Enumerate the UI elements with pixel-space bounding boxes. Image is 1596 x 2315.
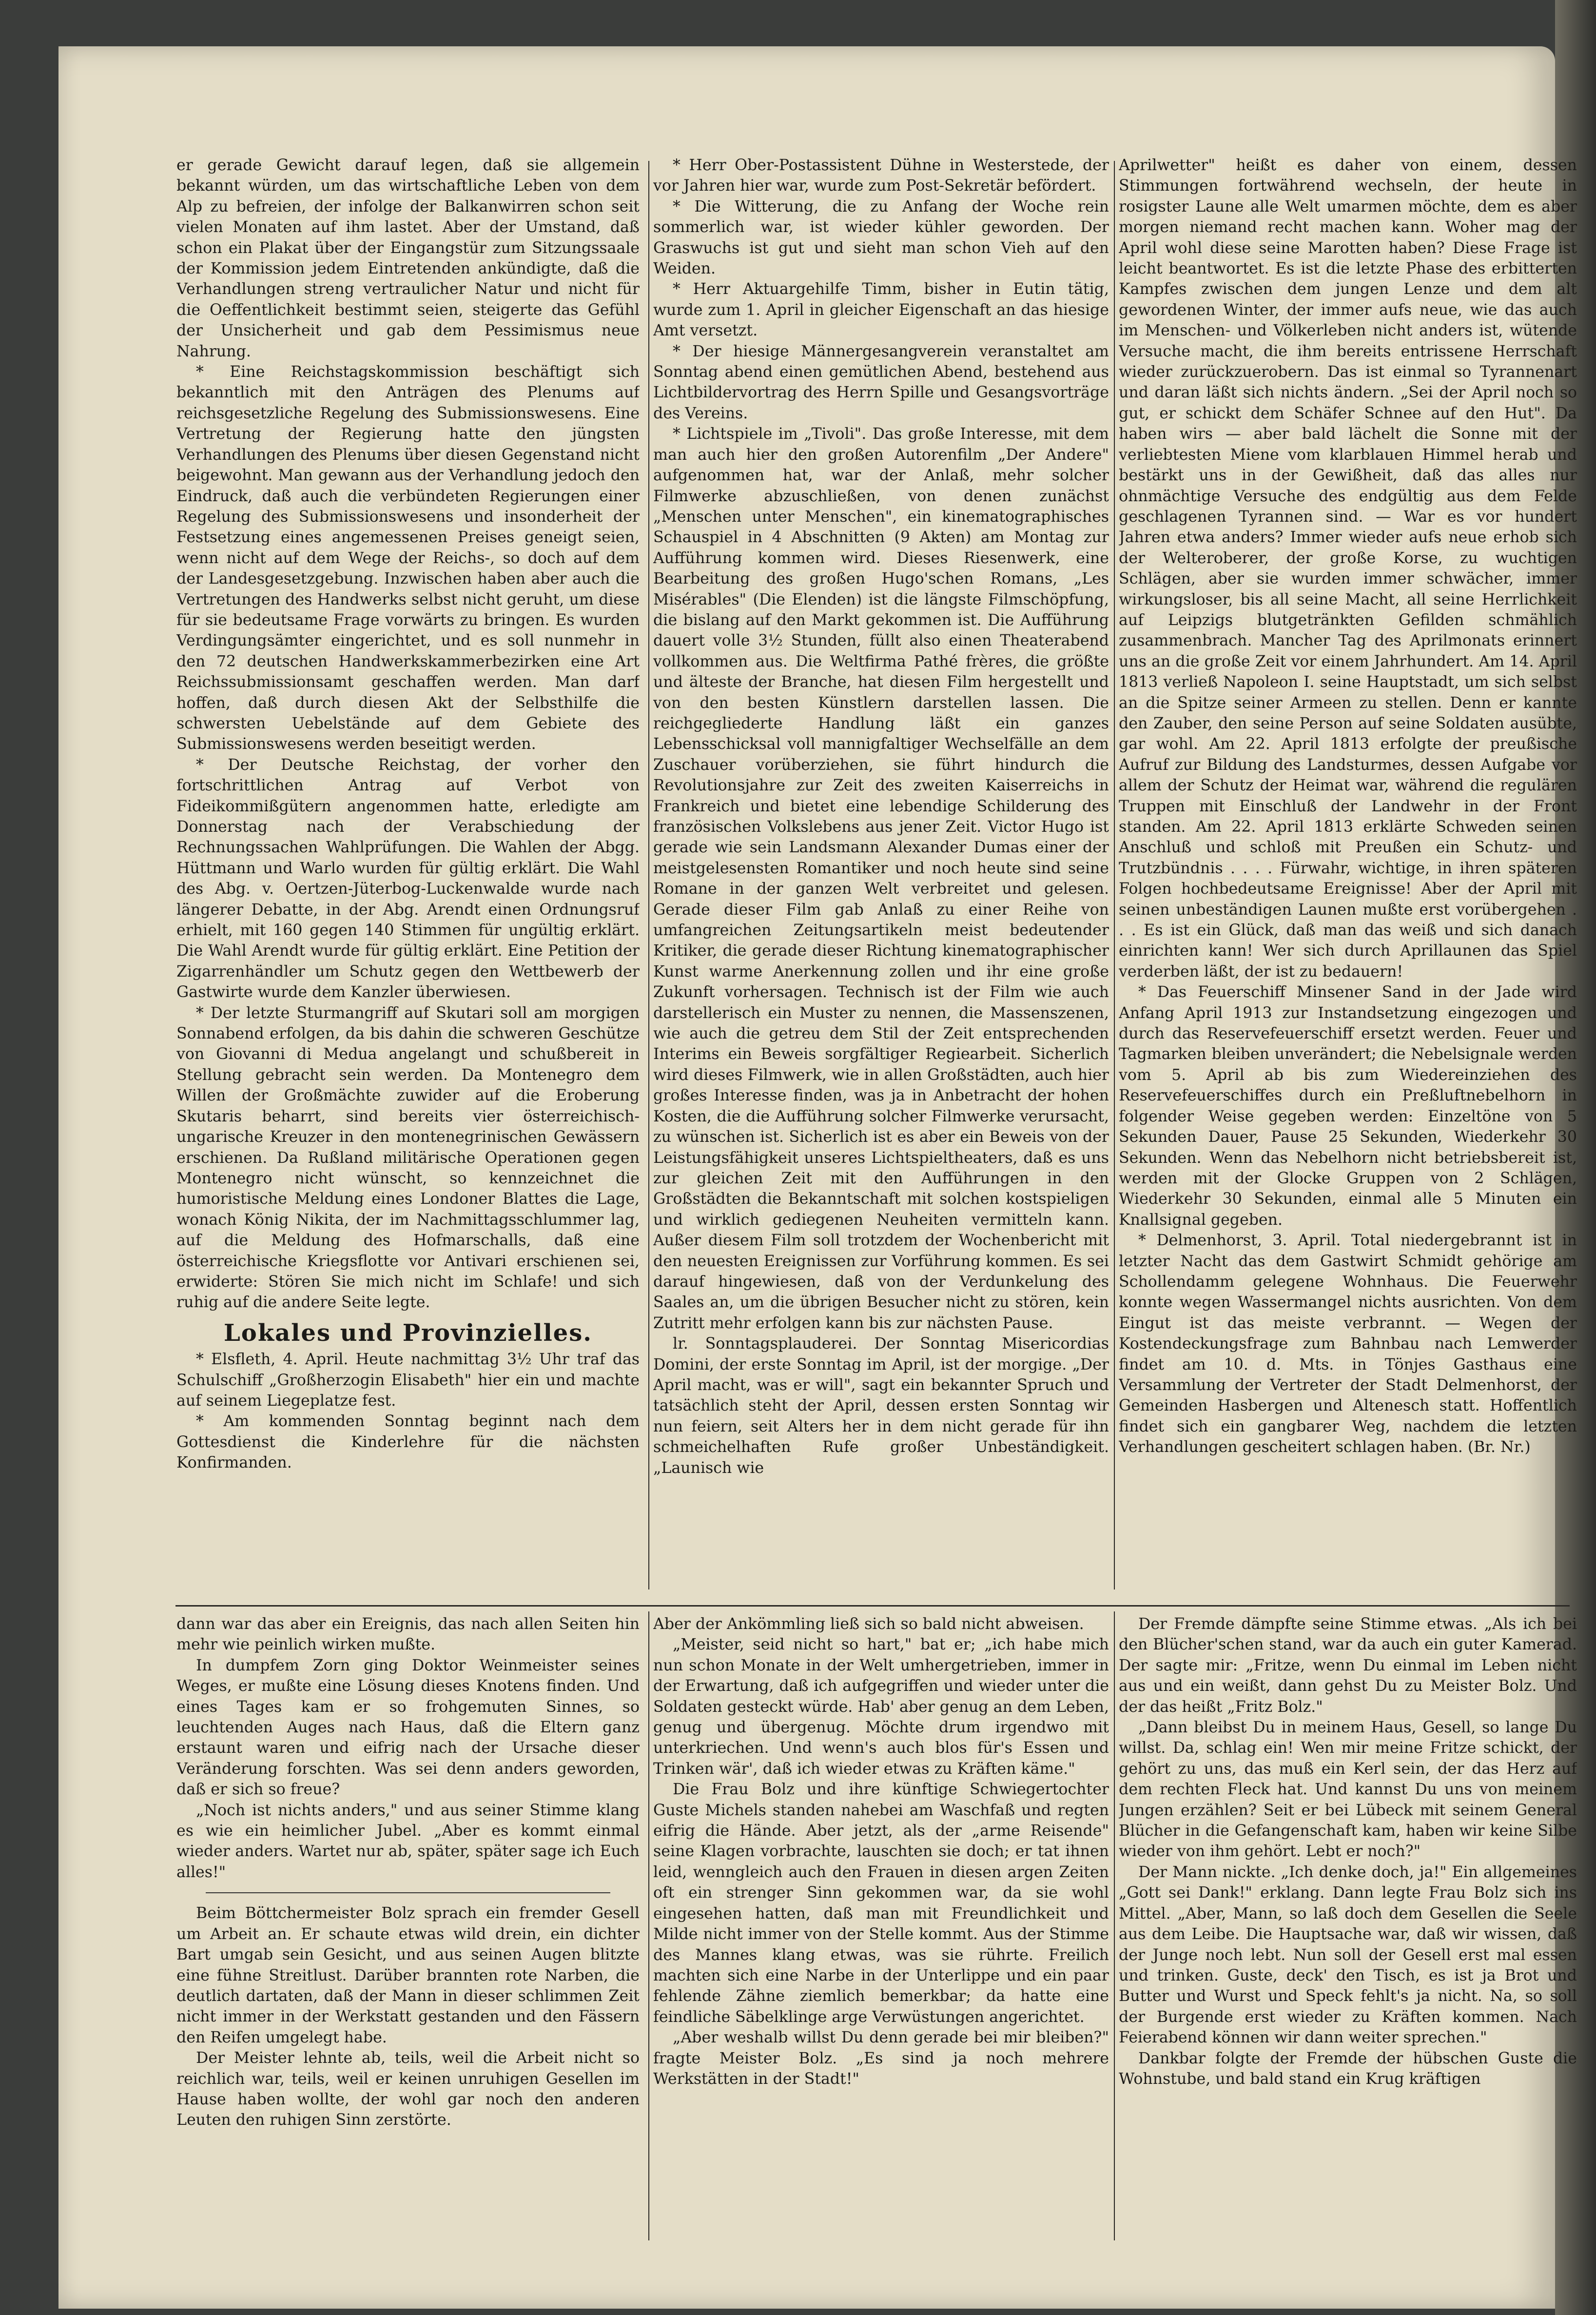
- story-paragraph: Beim Böttchermeister Bolz sprach ein fremder Gesell um Arbeit an. Er schaute etwas wild drein, ein dichter Bart umgab sein Gesicht, und aus seinen Augen blitzte eine fühne Streitlust. Darüber brannten rote Narben, die deutlich dartaten, daß der Mann in dieser schlimmen Zeit nicht immer in der Werkstatt gestanden und den Fässern den Reifen umgelegt habe.: [176, 1904, 640, 2046]
- story-paragraph: Die Frau Bolz und ihre künftige Schwiegertochter Guste Michels standen nahebei am Waschfaß und regten eifrig die Hände. Aber jetzt, als der „arme Reisende" seine Klagen vorbrachte, lauschten sie doch; er tat ihnen leid, wenngleich auch den Frauen in diesen argen Zeiten oft ein strenger Sinn gekommen war, da sie wohl eingesehen hatten, daß man mit Freundlichkeit und Milde nicht immer von der Stelle kommt. Aus der Stimme des Mannes klang etwas, was sie rührte. Freilich machten sich eine Narbe in der Unterlippe und ein paar fehlende Zähne ziemlich bemerkbar; da hatte eine feindliche Säbelklinge arge Verwüstungen angerichtet.: [653, 1781, 1109, 2026]
- story-paragraph: „Noch ist nichts anders," und aus seiner Stimme klang es wie ein heimlicher Jubel. „Aber es kommt einmal wieder anders. Wartet nur ab, später, später sage ich Euch alles!": [176, 1801, 640, 1881]
- news-paragraph: * Delmenhorst, 3. April. Total niedergebrannt ist in letzter Nacht das dem Gastwirt Schmidt gehörige am Schollendamm gelegene Wohnhaus. Die Feuerwehr konnte wegen Wassermangel nichts ausrichten. Von dem Eingut ist das meiste verbrannt. — Wegen der Kostendeckungsfrage zum Bahnbau nach Lemwerder findet am 10. d. Mts. in Tönjes Gasthaus eine Versammlung der Vertreter der Stadt Delmenhorst, der Gemeinden Hasbergen und Altenesch statt. Hoffentlich findet sich ein gangbarer Weg, nachdem die letzten Verhandlungen gescheitert schlagen haben. (Br. Nr.): [1119, 1232, 1577, 1456]
- section-heading: Lokales und Provinzielles.: [224, 1319, 592, 1347]
- story-paragraph: „Dann bleibst Du in meinem Haus, Gesell, so lange Du willst. Da, schlag ein! Wen mir meine Fritze schickt, der gehört zu uns, das muß ein Kerl sein, der das Herz auf dem rechten Fleck hat. Und kannst Du uns von meinem Jungen erzählen? Seit er bei Lübeck mit seinem General Blücher in die Gefangenschaft kam, haben wir keine Silbe wieder von ihm gehört. Lebt er noch?": [1119, 1719, 1577, 1861]
- story-paragraph: Der Meister lehnte ab, teils, weil die Arbeit nicht so reichlich war, teils, weil er keinen unruhigen Gesellen im Hause haben wollte, der wohl gar noch den anderen Leuten den ruhigen Sinn zerstörte.: [176, 2049, 640, 2129]
- news-paragraph: * Herr Aktuargehilfe Timm, bisher in Eutin tätig, wurde zum 1. April in gleicher Eigenschaft an das hiesige Amt versetzt.: [653, 280, 1109, 340]
- news-paragraph: * Elsfleth, 4. April. Heute nachmittag 3½ Uhr traf das Schulschiff „Großherzogin Elisabeth" hier ein und machte auf seinem Liegeplatze fest.: [176, 1351, 640, 1410]
- column-rule-1: [648, 161, 649, 1589]
- news-paragraph: * Herr Ober-Postassistent Dühne in Westerstede, der vor Jahren hier war, wurde zum Post-Sekretär befördert.: [653, 157, 1109, 195]
- news-column-3: [1119, 155, 1577, 1598]
- news-paragraph: * Lichtspiele im „Tivoli". Das große Interesse, mit dem man auch hier den großen Autorenfilm „Der Andere" aufgenommen hat, war der Anlaß, mehr solcher Filmwerke abzuschließen, von denen zunächst „Menschen unter Menschen", ein kinematographisches Schauspiel in 4 Abschnitten (9 Akten) am Montag zur Aufführung kommen wird. Dieses Riesenwerk, eine Bearbeitung des großen Hugo'schen Romans, „Les Misérables" (Die Elenden) ist die längste Filmschöpfung, die bislang auf den Markt gekommen ist. Die Aufführung dauert volle 3½ Stunden, füllt also einen Theaterabend vollkommen aus. Die Weltfirma Pathé frères, die größte und älteste der Branche, hat diesen Film hergestellt und von den besten Künstlern darstellen lassen. Die reichgegliederte Handlung läßt ein ganzes Lebensschicksal voll mannigfaltiger Wechselfälle an dem Zuschauer vorüberziehen, sie führt hindurch die Revolutionsjahre zur Zeit des zweiten Kaiserreichs in Frankreich und bietet eine lebendige Schilderung des französischen Volkslebens aus jener Zeit. Victor Hugo ist gerade wie sein Landsmann Alexander Dumas einer der meistgelesensten Romantiker und noch heute sind seine Romane in der ganzen Welt verbreitet und gelesen. Gerade dieser Film gab Anlaß zu einer Reihe von umfangreichen Zeitungsartikeln meist bedeutender Kritiker, die gerade dieser Richtung kinematographischer Kunst warme Anerkennung zollen und ihr eine große Zukunft vorhersagen. Technisch ist der Film wie auch darstellerisch ein Muster zu nennen, die Massenszenen, wie auch die getreu dem Stil der Zeit entsprechenden Interims ein Beweis sorgfältiger Regiearbeit. Sicherlich wird dieses Filmwerk, wie in allen Großstädten, auch hier großes Interesse finden, was ja in Anbetracht der hohen Kosten, die die Aufführung solcher Filmwerke verursacht, zu wünschen ist. Sicherlich ist es aber ein Beweis von der Leistungsfähigkeit unseres Lichtspieltheaters, daß es uns zur gleichen Zeit mit den Aufführungen in den Großstädten die Bekanntschaft mit solchen kostspieligen und wirklich gediegenen Neuheiten vermitteln kann. Außer diesem Film soll trotzdem der Wochenbericht mit den neuesten Ereignissen zur Vorführung kommen. Es sei darauf hingewiesen, daß von der Verdunkelung des Saales an, um die übrigen Besucher nicht zu stören, kein Zutritt mehr erfolgen kann bis zur nächsten Pause.: [653, 425, 1109, 1332]
- story-paragraph: Der Mann nickte. „Ich denke doch, ja!" Ein allgemeines „Gott sei Dank!" erklang. Dann legte Frau Bolz sich ins Mittel. „Aber, Mann, so laß doch dem Gesellen die Seele aus dem Leibe. Die Hauptsache war, daß wir wissen, daß der Junge noch lebt. Nun soll der Gesell erst mal essen und trinken. Guste, deck' den Tisch, es ist ja Brot und Butter und Wurst und Speck fehlt's ja nicht. Na, so soll der Burgende erst wieder zu Kräften kommen. Nach Feierabend können wir dann weiter sprechen.": [1119, 1863, 1577, 2047]
- story-column-3: [1119, 1614, 1577, 2243]
- news-paragraph: * Der hiesige Männergesangverein veranstaltet am Sonntag abend einen gemütlichen Abend, bestehend aus Lichtbildervortrag des Herrn Spille und Gesangsvorträge des Vereins.: [653, 342, 1109, 422]
- news-paragraph: * Am kommenden Sonntag beginnt nach dem Gottesdienst die Kinderlehre für die nächsten Konfirmanden.: [176, 1413, 640, 1472]
- news-column-1: [176, 155, 640, 1598]
- column-rule-3: [648, 1611, 649, 2240]
- news-paragraph: * Eine Reichstagskommission beschäftigt sich bekanntlich mit den Anträgen des Plenums auf reichsgesetzliche Regelung des Submissionswesens. Eine Vertretung der Regierung hatte den jüngsten Verhandlungen des Plenums über diesen Gegenstand nicht beigewohnt. Man gewann aus der Verhandlung jedoch den Eindruck, daß auch die verbündeten Regierungen einer Regelung des Submissionswesens und insonderheit der Festsetzung eines angemessenen Preises geneigt seien, wenn nicht auf dem Wege der Reichs-, so doch auf dem der Landesgesetzgebung. Inzwischen haben aber auch die Vertretungen des Handwerks selbst nicht geruht, um diese für sie bedeutsame Frage vorwärts zu bringen. Es wurden Verdingungsämter eingerichtet, und es soll nunmehr in den 72 deutschen Handwerkskammerbezirken eine Art Reichssubmissionsamt geschaffen werden. Man darf hoffen, daß durch diesen Akt der Selbsthilfe die schwersten Uebelstände auf dem Gebiete des Submissionswesens werden beseitigt werden.: [176, 363, 640, 753]
- story-paragraph: „Meister, seid nicht so hart," bat er; „ich habe mich nun schon Monate in der Welt umhergetrieben, immer in der Erwartung, daß ich aufgegriffen und wieder unter die Soldaten gesteckt würde. Hab' aber genug an dem Leben, genug und übergenug. Möchte drum irgendwo mit unterkriechen. Und wenn's auch blos für's Essen und Trinken wär', daß ich wieder etwas zu Kräften käme.": [653, 1636, 1109, 1778]
- story-paragraph: In dumpfem Zorn ging Doktor Weinmeister seines Weges, er mußte eine Lösung dieses Knotens finden. Und eines Tages kam er so frohgemuten Sinnes, so leuchtenden Auges nach Haus, daß die Eltern ganz erstaunt waren und eifrig nach der Ursache dieser Veränderung forschten. Was sei denn anders geworden, daß er sich so freue?: [176, 1656, 640, 1799]
- story-paragraph: „Aber weshalb willst Du denn gerade bei mir bleiben?" fragte Meister Bolz. „Es sind ja noch mehrere Werkstätten in der Stadt!": [653, 2029, 1109, 2088]
- news-paragraph: lr. Sonntagsplauderei. Der Sonntag Misericordias Domini, der erste Sonntag im April, ist der morgige. „Der April macht, was er will", sagt ein bekannter Spruch und tatsächlich steht der April, dessen ersten Sonntag wir nun feiern, seit Alters her in dem nicht gerade für ihn schmeichelhaften Rufe großer Unbeständigkeit. „Launisch wie: [653, 1335, 1109, 1477]
- news-paragraph: * Der letzte Sturmangriff auf Skutari soll am morgigen Sonnabend erfolgen, da bis dahin die schweren Geschütze von Giovanni di Medua angelangt und schußbereit in Stellung gebracht sein werden. Da Montenegro dem Willen der Großmächte zuwider auf die Eroberung Skutaris beharrt, sind bereits vier österreichisch-ungarische Kreuzer in den montenegrinischen Gewässern erschienen. Da Rußland militärische Operationen gegen Montenegro nicht wünscht, so kennzeichnet die humoristische Meldung eines Londoner Blattes die Lage, wonach König Nikita, der im Nachmittagsschlummer lag, auf die Meldung des Hofmarschalls, daß eine österreichische Kriegsflotte vor Antivari erschienen sei, erwiderte: Stören Sie mich nicht im Schlafe! und sich ruhig auf die andere Seite legte.: [176, 1004, 640, 1312]
- story-paragraph: Der Fremde dämpfte seine Stimme etwas. „Als ich bei den Blücher'schen stand, war da auch ein guter Kamerad. Der sagte mir: „Fritze, wenn Du einmal im Leben nicht aus und ein weißt, dann gehst Du zu Meister Bolz. Und der das heißt „Fritz Bolz.": [1119, 1615, 1577, 1716]
- story-paragraph: dann war das aber ein Ereignis, das nach allen Seiten hin mehr wie peinlich wirken mußte.: [176, 1615, 640, 1654]
- news-paragraph: * Die Witterung, die zu Anfang der Woche rein sommerlich war, ist wieder kühler geworden. Der Graswuchs ist gut und sieht man schon Vieh auf den Weiden.: [653, 197, 1109, 278]
- story-paragraph: Dankbar folgte der Fremde der hübschen Guste die Wohnstube, und bald stand ein Krug kräftigen: [1119, 2049, 1577, 2088]
- news-paragraph: er gerade Gewicht darauf legen, daß sie allgemein bekannt würden, um das wirtschaftliche Leben von dem Alp zu befreien, der infolge der Balkanwirren schon seit vielen Monaten auf ihm lastet. Aber der Umstand, daß schon ein Plakat über der Eingangstür zum Sitzungssaale der Kommission jedem Eintretenden ankündigte, daß die Verhandlungen streng vertraulicher Natur und nicht für die Oeffentlichkeit bestimmt seien, steigerte das Gefühl der Unsicherheit und gab dem Pessimismus neue Nahrung.: [176, 157, 640, 360]
- news-paragraph: * Das Feuerschiff Minsener Sand in der Jade wird Anfang April 1913 zur Instandsetzung eingezogen und durch das Reservefeuerschiff ersetzt werden. Feuer und Tagmarken bleiben unverändert; die Nebelsignale werden vom 5. April ab bis zum Wiedereinziehen des Reservefeuerschiffes durch ein Preßluftnebelhorn in folgender Weise gegeben werden: Einzeltöne von 5 Sekunden Dauer, Pause 25 Sekunden, Wiederkehr 30 Sekunden. Wenn das Nebelhorn nicht betriebsbereit ist, werden mit der Glocke Gruppen von 2 Schlägen, Wiederkehr 30 Sekunden, einmal alle 5 Minuten ein Knallsignal gegeben.: [1119, 983, 1577, 1229]
- story-paragraph: Aber der Ankömmling ließ sich so bald nicht abweisen.: [653, 1615, 1084, 1633]
- story-break-rule: [206, 1892, 610, 1893]
- news-paragraph: * Der Deutsche Reichstag, der vorher den fortschrittlichen Antrag auf Verbot von Fideikommißgütern angenommen hatte, erledigte am Donnerstag nach der Verabschiedung der Rechnungssachen Wahlprüfungen. Die Wahlen der Abgg. Hüttmann und Warlo wurden für gültig erklärt. Die Wahl des Abg. v. Oertzen-Jüterbog-Luckenwalde wurde nach längerer Debatte, in der Abg. Arendt einen Ordnungsruf erhielt, mit 160 gegen 140 Stimmen für ungültig erklärt. Die Wahl Arendt wurde für gültig erklärt. Eine Petition der Zigarrenhändler um Schutz gegen den Wettbewerb der Gastwirte wurde dem Kanzler überwiesen.: [176, 756, 640, 1001]
- section-divider: [175, 1605, 1570, 1607]
- news-paragraph: Aprilwetter" heißt es daher von einem, dessen Stimmungen fortwährend wechseln, der heute in rosigster Laune alle Welt umarmen möchte, dem es aber morgen niemand recht machen kann. Woher mag der April wohl diese seine Marotten haben? Diese Frage ist leicht beantwortet. Es ist die letzte Phase des erbitterten Kampfes zwischen dem jungen Lenze und dem alt gewordenen Winter, der immer aufs neue, wie das auch im Menschen- und Völkerleben nicht anders ist, wütende Versuche macht, die ihm bereits entrissene Herrschaft wieder zurückzuerobern. Das ist einmal so Tyrannenart und daran läßt sich nichts ändern. „Sei der April noch so gut, er schickt dem Schäfer Schnee auf den Hut". Da haben wirs — aber bald lächelt die Sonne mit der verliebtesten Miene vom klarblauen Himmel herab und bestärkt uns in der Gewißheit, daß das alles nur ohnmächtige Versuche des endgültig aus dem Felde geschlagenen Tyrannen sind. — War es vor hundert Jahren etwa anders? Immer wieder aufs neue erhob sich der Welteroberer, der große Korse, zu wuchtigen Schlägen, aber sie wurden immer schwächer, immer wirkungsloser, bis all seine Macht, all seine Herrlichkeit auf Leipzigs blutgetränkten Gefilden schmählich zusammenbrach. Mancher Tag des Aprilmonats erinnert uns an die große Zeit vor einem Jahrhundert. Am 14. April 1813 verließ Napoleon I. seine Hauptstadt, um sich selbst an die Spitze seiner Armeen zu stellen. Denn er kannte den Zauber, den seine Person auf seine Soldaten ausübte, gar wohl. Am 22. April 1813 erfolgte der preußische Aufruf zur Bildung des Landsturmes, dessen Aufgabe vor allem der Schutz der Heimat war, während die regulären Truppen mit Einschluß der Landwehr in der Front standen. Am 22. April 1813 erklärte Schweden seinen Anschluß und schloß mit Preußen ein Schutz- und Trutzbündnis . . . . Fürwahr, wichtige, in ihren späteren Folgen hochbedeutsame Ereignisse! Aber der April mit seinen unbeständigen Launen mußte erst vorübergehen . . . Es ist ein Glück, daß man das weiß und sich danach einrichten kann! Wer sich durch Aprillaunen das Spiel verderben läßt, der ist zu bedauern!: [1119, 157, 1577, 981]
- story-column-2: [653, 1614, 1109, 2243]
- story-column-1: [176, 1614, 640, 2243]
- column-rule-2: [1114, 161, 1115, 1589]
- news-column-2: [653, 155, 1109, 1598]
- column-rule-4: [1114, 1611, 1115, 2240]
